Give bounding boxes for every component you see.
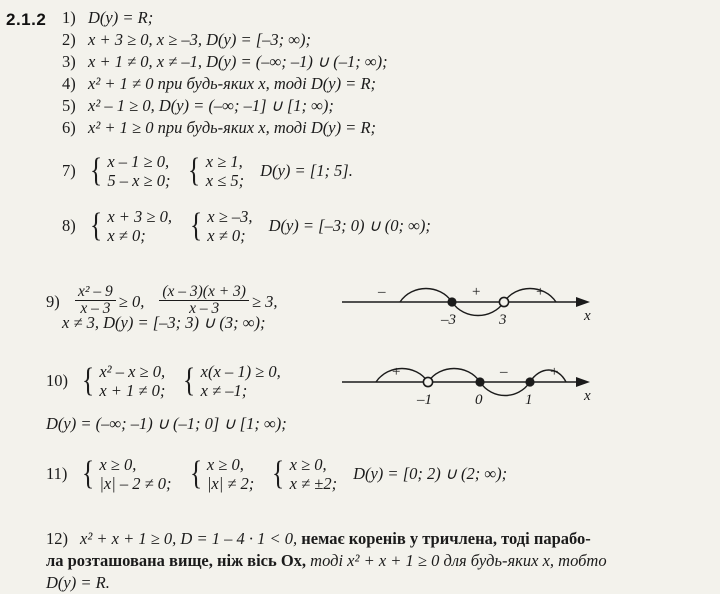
item-number: 10) — [46, 371, 68, 390]
system-line: x ≠ ±2; — [289, 474, 338, 493]
solution-item-8 — [62, 207, 431, 245]
curly-brace-icon: { — [272, 455, 285, 492]
solution-item-1 — [62, 8, 153, 27]
item-number: 8) — [62, 216, 76, 235]
system-line: x ≤ 5; — [205, 171, 245, 190]
curly-brace-icon: { — [188, 152, 201, 189]
solution-item-11 — [46, 455, 507, 493]
system-line: x ≥ 0, — [206, 455, 244, 474]
item-number: 12) — [46, 529, 68, 548]
item-result: D(y) = [1; 5]. — [260, 161, 353, 180]
item-12-middle: тоді x² + x + 1 ≥ 0 для будь-яких x, тобто — [306, 551, 607, 570]
number-line-9 — [340, 276, 600, 337]
item-9-result: x ≠ 3, D(y) = [–3; 3) ∪ (3; ∞); — [62, 313, 266, 332]
system-group-3 — [270, 455, 337, 493]
item-result: D(y) = [–3; 0) ∪ (0; ∞); — [268, 216, 431, 235]
item-number: 11) — [46, 464, 68, 483]
curly-brace-icon: { — [90, 152, 103, 189]
curly-brace-icon: { — [183, 362, 196, 399]
system-group-1 — [80, 455, 172, 493]
item-text: x + 1 ≠ 0, x ≠ –1, D(y) = (–∞; –1) ∪ (–1; ∞); — [88, 52, 388, 71]
svg-text:x: x — [584, 308, 591, 324]
number-line-10 — [340, 356, 600, 417]
item-12-bold-2: ла розташована вище, ніж вісь Ox, — [46, 551, 307, 570]
system-line: x(x – 1) ≥ 0, — [200, 362, 281, 381]
system-line: 5 – x ≥ 0; — [107, 171, 171, 190]
solution-item-12 — [46, 528, 720, 594]
relation-1: ≥ 0, — [118, 291, 145, 311]
curly-brace-icon: { — [82, 362, 95, 399]
item-number: 9) — [46, 291, 60, 311]
item-result: D(y) = [0; 2) ∪ (2; ∞); — [353, 464, 508, 483]
svg-text:3: 3 — [499, 312, 507, 328]
system-group-2 — [181, 362, 280, 400]
item-text: x² – 1 ≥ 0, D(y) = (–∞; –1] ∪ [1; ∞); — [88, 96, 334, 115]
solution-item-4 — [62, 74, 376, 93]
item-12-bold-1: немає коренів у тричлена, тоді парабо- — [301, 529, 591, 548]
item-text: x² + 1 ≠ 0 при будь-яких x, тоді D(y) = R; — [88, 74, 377, 93]
system-line: x ≠ 0; — [107, 226, 146, 245]
item-number: 3) — [62, 52, 76, 71]
system-line: |x| ≠ 2; — [206, 474, 255, 493]
svg-text:–: – — [500, 364, 508, 380]
item-number: 2) — [62, 30, 76, 49]
svg-text:–: – — [378, 284, 386, 300]
svg-text:+: + — [472, 284, 481, 300]
item-text: x + 3 ≥ 0, x ≥ –3, D(y) = [–3; ∞); — [88, 30, 312, 49]
item-number: 6) — [62, 118, 76, 137]
system-line: x² – x ≥ 0, — [99, 362, 166, 381]
system-line: x ≥ 1, — [205, 152, 243, 171]
curly-brace-icon: { — [190, 207, 203, 244]
system-group-2 — [188, 207, 253, 245]
fraction-denominator: x – 3 — [189, 300, 220, 317]
item-12-expression: x² + x + 1 ≥ 0, D = 1 – 4 · 1 < 0, — [80, 529, 298, 548]
system-line: x + 3 ≥ 0, — [107, 207, 172, 226]
system-line: |x| – 2 ≠ 0; — [99, 474, 172, 493]
item-text: D(y) = R; — [88, 8, 154, 27]
system-line: x ≠ 0; — [207, 226, 246, 245]
item-text: x² + 1 ≥ 0 при будь-яких x, тоді D(y) = R; — [88, 118, 377, 137]
curly-brace-icon: { — [82, 455, 95, 492]
item-number: 7) — [62, 161, 76, 180]
fraction-denominator: x – 3 — [80, 300, 111, 317]
solution-item-10 — [46, 362, 297, 400]
item-number: 5) — [62, 96, 76, 115]
system-line: x ≥ –3, — [207, 207, 253, 226]
solution-item-2 — [62, 30, 311, 49]
system-line: x ≥ 0, — [289, 455, 327, 474]
svg-text:x: x — [584, 388, 591, 404]
solution-item-7 — [62, 152, 353, 190]
svg-text:0: 0 — [475, 392, 483, 408]
system-group-1 — [88, 152, 170, 190]
system-group-2 — [186, 152, 244, 190]
item-number: 1) — [62, 8, 76, 27]
svg-text:+: + — [536, 284, 545, 300]
solution-item-3 — [62, 52, 388, 71]
system-group-2 — [188, 455, 255, 493]
svg-text:+: + — [550, 364, 559, 380]
relation-2: ≥ 3, — [251, 291, 278, 311]
system-group-1 — [88, 207, 172, 245]
exercise-number: 2.1.2 — [6, 10, 47, 29]
system-line: x + 1 ≠ 0; — [99, 381, 166, 400]
fraction-numerator: x² – 9 — [75, 284, 116, 301]
item-12-result: D(y) = R. — [46, 573, 110, 592]
svg-text:–1: –1 — [417, 392, 432, 408]
solution-item-6 — [62, 118, 376, 137]
svg-text:–3: –3 — [441, 312, 456, 328]
curly-brace-icon: { — [90, 207, 103, 244]
fraction-numerator: (x – 3)(x + 3) — [159, 284, 249, 301]
svg-text:+: + — [392, 364, 401, 380]
system-group-1 — [80, 362, 165, 400]
item-number: 4) — [62, 74, 76, 93]
svg-text:1: 1 — [525, 392, 533, 408]
system-line: x ≥ 0, — [99, 455, 137, 474]
item-10-result: D(y) = (–∞; –1) ∪ (–1; 0] ∪ [1; ∞); — [46, 414, 287, 433]
solution-item-5 — [62, 96, 334, 115]
system-line: x – 1 ≥ 0, — [107, 152, 170, 171]
system-line: x ≠ –1; — [200, 381, 248, 400]
curly-brace-icon: { — [189, 455, 202, 492]
